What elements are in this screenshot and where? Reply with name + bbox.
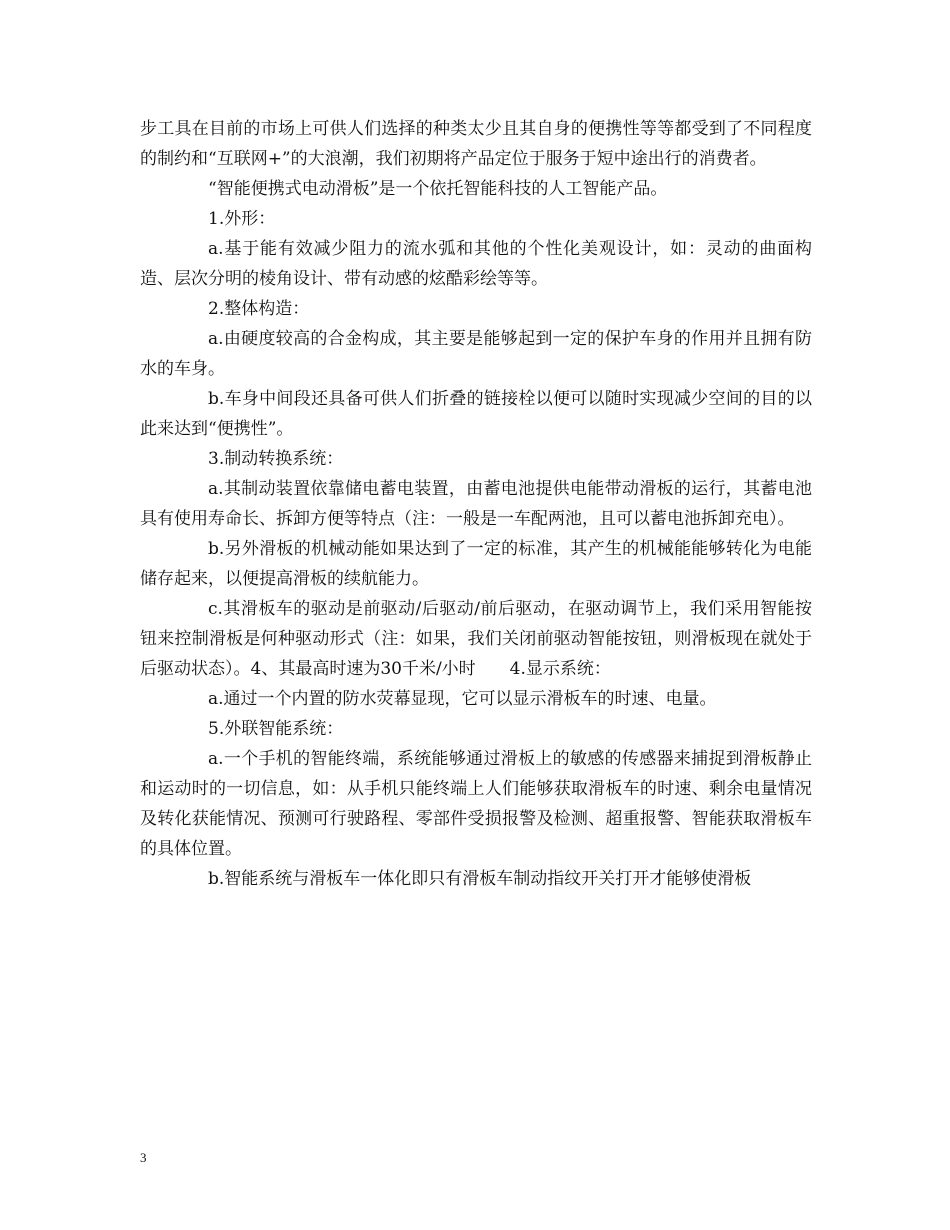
paragraph: b.智能系统与滑板车一体化即只有滑板车制动指纹开关打开才能够使滑板 bbox=[208, 869, 752, 889]
paragraph: 步工具在目前的市场上可供人们选择的种类太少且其自身的便携性等等都受到了不同程度的制约和“互联网+”的大浪潮，我们初期将产品定位于服务于短中途出行的消费者。 bbox=[140, 119, 812, 169]
paragraph: 3.制动转换系统： bbox=[208, 449, 344, 469]
paragraph: a.基于能有效减少阻力的流水弧和其他的个性化美观设计，如：灵动的曲面构造、层次分明的棱角设计、带有动感的炫酷彩绘等等。 bbox=[140, 239, 812, 289]
paragraph: a.通过一个内置的防水荧幕显现，它可以显示滑板车的时速、电量。 bbox=[208, 689, 717, 709]
paragraph: 5.外联智能系统： bbox=[208, 719, 344, 739]
document-body bbox=[140, 114, 812, 894]
paragraph: b.另外滑板的机械动能如果达到了一定的标准，其产生的机械能能够转化为电能储存起来，以便提高滑板的续航能力。 bbox=[140, 539, 812, 589]
paragraph: a.其制动装置依靠储电蓄电装置，由蓄电池提供电能带动滑板的运行，其蓄电池具有使用寿命长、拆卸方便等特点（注：一般是一车配两池，且可以蓄电池拆卸充电）。 bbox=[140, 479, 812, 529]
paragraph: a.一个手机的智能终端，系统能够通过滑板上的敏感的传感器来捕捉到滑板静止和运动时的一切信息，如：从手机只能终端上人们能够获取滑板车的时速、剩余电量情况及转化获能情况、预测可行驶路程、零部件受损报警及检测、超重报警、智能获取滑板车的具体位置。 bbox=[140, 749, 812, 859]
paragraph: 2.整体构造： bbox=[208, 299, 310, 319]
paragraph: “智能便携式电动滑板”是一个依托智能科技的人工智能产品。 bbox=[208, 179, 668, 199]
paragraph: a.由硬度较高的合金构成，其主要是能够起到一定的保护车身的作用并且拥有防水的车身。 bbox=[140, 329, 812, 379]
page-number: 3 bbox=[140, 1150, 147, 1165]
paragraph: b.车身中间段还具备可供人们折叠的链接栓以便可以随时实现减少空间的目的以此来达到“便携性”。 bbox=[140, 389, 812, 439]
paragraph: c.其滑板车的驱动是前驱动/后驱动/前后驱动，在驱动调节上，我们采用智能按钮来控制滑板是何种驱动形式（注：如果，我们关闭前驱动智能按钮，则滑板现在就处于后驱动状态）。4、其最高时速为30千米/小时 4.显示系统： bbox=[140, 599, 812, 679]
paragraph: 1.外形： bbox=[208, 209, 276, 229]
